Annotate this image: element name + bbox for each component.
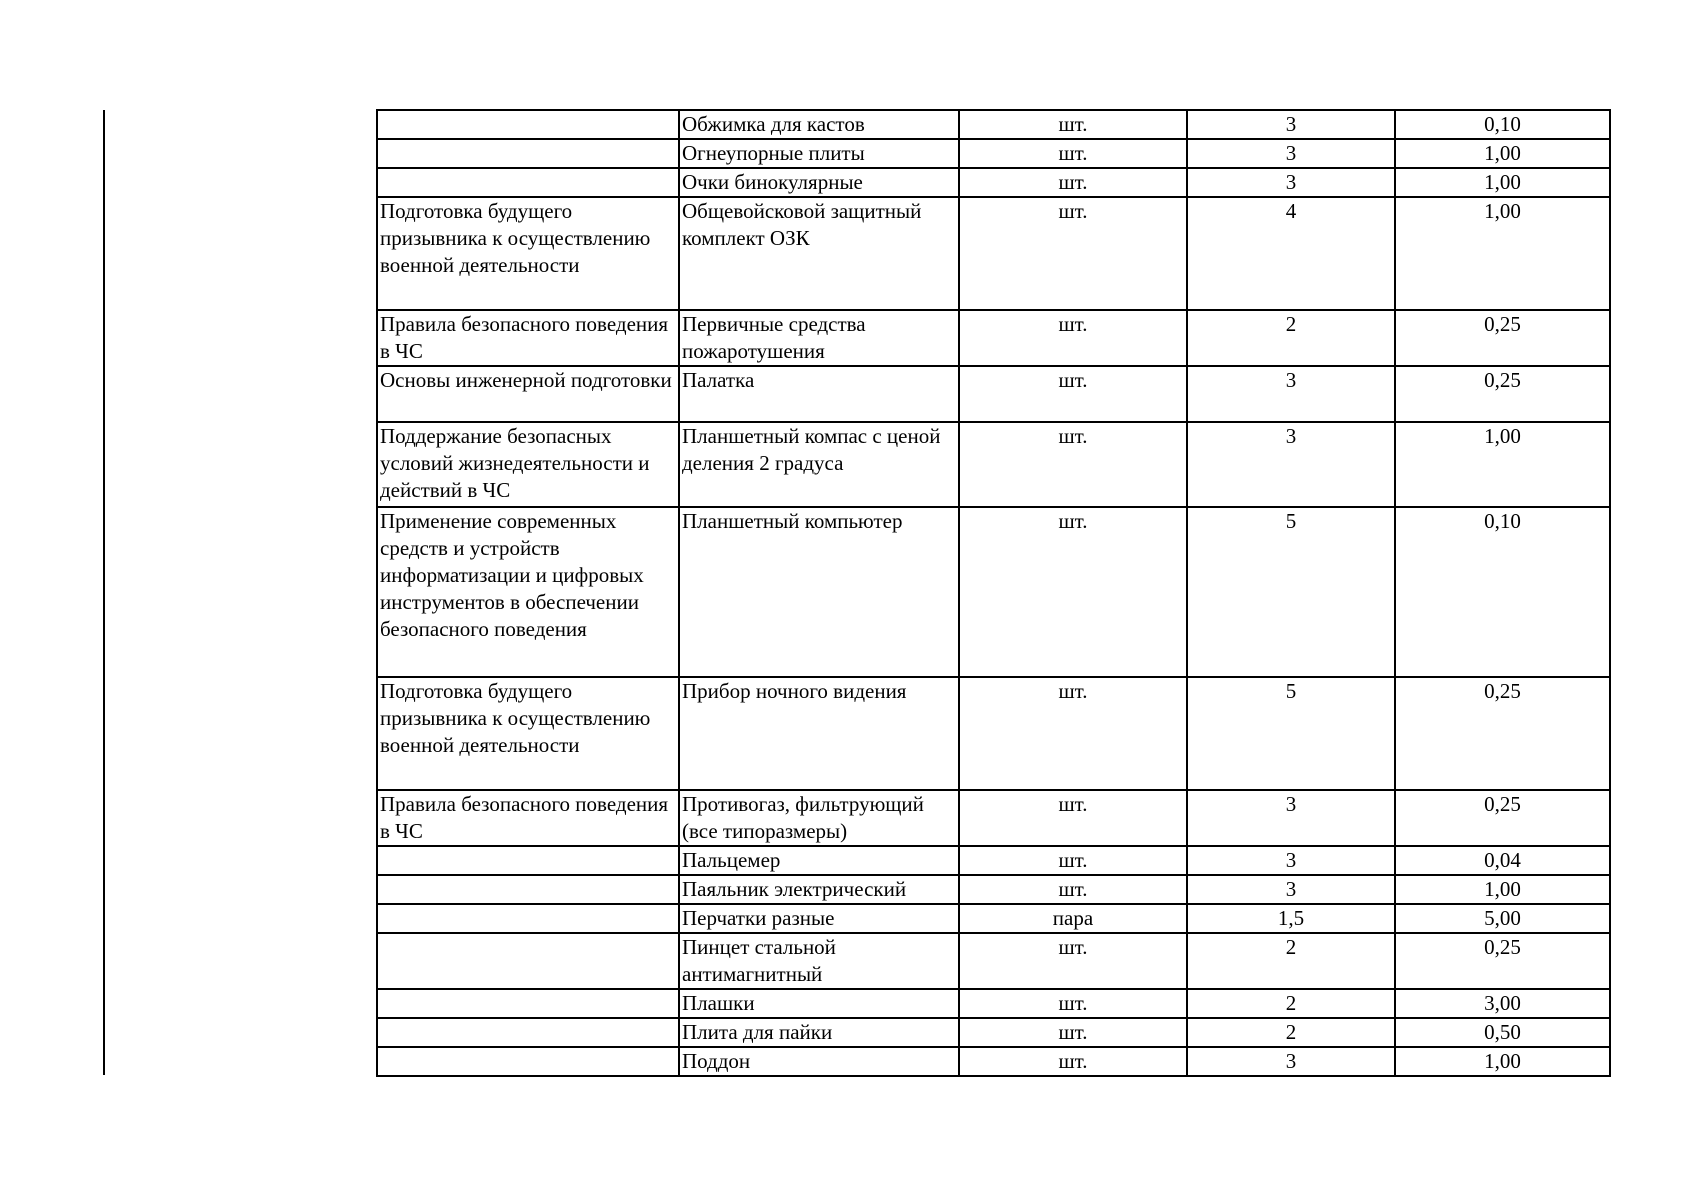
- item-name-cell: Очки бинокулярные: [679, 168, 959, 197]
- quantity-cell: 3: [1187, 1047, 1395, 1076]
- quantity-cell: 3: [1187, 790, 1395, 846]
- item-name-cell: Планшетный компас с ценой деления 2 градуса: [679, 422, 959, 507]
- table-row: [377, 933, 1610, 989]
- unit-cell: шт.: [959, 790, 1187, 846]
- table-row: [377, 989, 1610, 1018]
- section-cell: Основы инженерной подготовки: [377, 366, 679, 422]
- item-name-cell: Огнеупорные плиты: [679, 139, 959, 168]
- unit-cell: шт.: [959, 168, 1187, 197]
- section-cell: [377, 110, 679, 139]
- section-cell: Правила безопасного поведения в ЧС: [377, 310, 679, 366]
- value-cell: 1,00: [1395, 168, 1610, 197]
- section-cell: [377, 875, 679, 904]
- table-row: [377, 1018, 1610, 1047]
- table-row: [377, 366, 1610, 422]
- table-row: [377, 168, 1610, 197]
- quantity-cell: 3: [1187, 139, 1395, 168]
- item-name-cell: Перчатки разные: [679, 904, 959, 933]
- section-cell: Подготовка будущего призывника к осуществлению военной деятельности: [377, 197, 679, 310]
- unit-cell: шт.: [959, 310, 1187, 366]
- table-row: [377, 846, 1610, 875]
- value-cell: 0,04: [1395, 846, 1610, 875]
- value-cell: 1,00: [1395, 197, 1610, 310]
- section-cell: Поддержание безопасных условий жизнедеятельности и действий в ЧС: [377, 422, 679, 507]
- quantity-cell: 3: [1187, 168, 1395, 197]
- item-name-cell: Плашки: [679, 989, 959, 1018]
- value-cell: 0,10: [1395, 110, 1610, 139]
- quantity-cell: 4: [1187, 197, 1395, 310]
- item-name-cell: Плита для пайки: [679, 1018, 959, 1047]
- quantity-cell: 3: [1187, 875, 1395, 904]
- quantity-cell: 2: [1187, 1018, 1395, 1047]
- section-cell: Применение современных средств и устройств информатизации и цифровых инструментов в обеспечении безопасного поведения: [377, 507, 679, 677]
- value-cell: 1,00: [1395, 1047, 1610, 1076]
- quantity-cell: 5: [1187, 507, 1395, 677]
- section-cell: [377, 1047, 679, 1076]
- section-cell: [377, 933, 679, 989]
- unit-cell: шт.: [959, 139, 1187, 168]
- table-row: [377, 677, 1610, 790]
- value-cell: 0,25: [1395, 310, 1610, 366]
- page-margin-line: [103, 110, 105, 1075]
- unit-cell: шт.: [959, 989, 1187, 1018]
- item-name-cell: Противогаз, фильтрующий (все типоразмеры): [679, 790, 959, 846]
- unit-cell: шт.: [959, 197, 1187, 310]
- quantity-cell: 3: [1187, 846, 1395, 875]
- item-name-cell: Поддон: [679, 1047, 959, 1076]
- section-cell: [377, 904, 679, 933]
- item-name-cell: Планшетный компьютер: [679, 507, 959, 677]
- section-cell: Правила безопасного поведения в ЧС: [377, 790, 679, 846]
- value-cell: 1,00: [1395, 422, 1610, 507]
- value-cell: 0,25: [1395, 790, 1610, 846]
- section-cell: Подготовка будущего призывника к осуществлению военной деятельности: [377, 677, 679, 790]
- unit-cell: пара: [959, 904, 1187, 933]
- value-cell: 0,25: [1395, 366, 1610, 422]
- quantity-cell: 3: [1187, 110, 1395, 139]
- quantity-cell: 2: [1187, 933, 1395, 989]
- section-cell: [377, 989, 679, 1018]
- value-cell: 0,10: [1395, 507, 1610, 677]
- quantity-cell: 2: [1187, 989, 1395, 1018]
- quantity-cell: 3: [1187, 366, 1395, 422]
- table-row: [377, 110, 1610, 139]
- value-cell: 0,50: [1395, 1018, 1610, 1047]
- table-row: [377, 875, 1610, 904]
- section-cell: [377, 139, 679, 168]
- section-cell: [377, 846, 679, 875]
- value-cell: 1,00: [1395, 875, 1610, 904]
- item-name-cell: Пальцемер: [679, 846, 959, 875]
- item-name-cell: Прибор ночного видения: [679, 677, 959, 790]
- table-row: [377, 310, 1610, 366]
- item-name-cell: Палатка: [679, 366, 959, 422]
- table-row: [377, 904, 1610, 933]
- quantity-cell: 5: [1187, 677, 1395, 790]
- unit-cell: шт.: [959, 677, 1187, 790]
- table-row: [377, 790, 1610, 846]
- unit-cell: шт.: [959, 933, 1187, 989]
- item-name-cell: Пинцет стальной антимагнитный: [679, 933, 959, 989]
- table-row: [377, 197, 1610, 310]
- unit-cell: шт.: [959, 875, 1187, 904]
- table-row: [377, 507, 1610, 677]
- value-cell: 5,00: [1395, 904, 1610, 933]
- unit-cell: шт.: [959, 846, 1187, 875]
- quantity-cell: 3: [1187, 422, 1395, 507]
- table-row: [377, 139, 1610, 168]
- value-cell: 1,00: [1395, 139, 1610, 168]
- section-cell: [377, 168, 679, 197]
- value-cell: 3,00: [1395, 989, 1610, 1018]
- section-cell: [377, 1018, 679, 1047]
- unit-cell: шт.: [959, 507, 1187, 677]
- item-name-cell: Обжимка для кастов: [679, 110, 959, 139]
- unit-cell: шт.: [959, 1018, 1187, 1047]
- value-cell: 0,25: [1395, 933, 1610, 989]
- table-row: [377, 1047, 1610, 1076]
- item-name-cell: Паяльник электрический: [679, 875, 959, 904]
- equipment-table: [376, 109, 1611, 1077]
- quantity-cell: 1,5: [1187, 904, 1395, 933]
- unit-cell: шт.: [959, 1047, 1187, 1076]
- unit-cell: шт.: [959, 422, 1187, 507]
- unit-cell: шт.: [959, 110, 1187, 139]
- table-row: [377, 422, 1610, 507]
- item-name-cell: Общевойсковой защитный комплект ОЗК: [679, 197, 959, 310]
- unit-cell: шт.: [959, 366, 1187, 422]
- quantity-cell: 2: [1187, 310, 1395, 366]
- value-cell: 0,25: [1395, 677, 1610, 790]
- item-name-cell: Первичные средства пожаротушения: [679, 310, 959, 366]
